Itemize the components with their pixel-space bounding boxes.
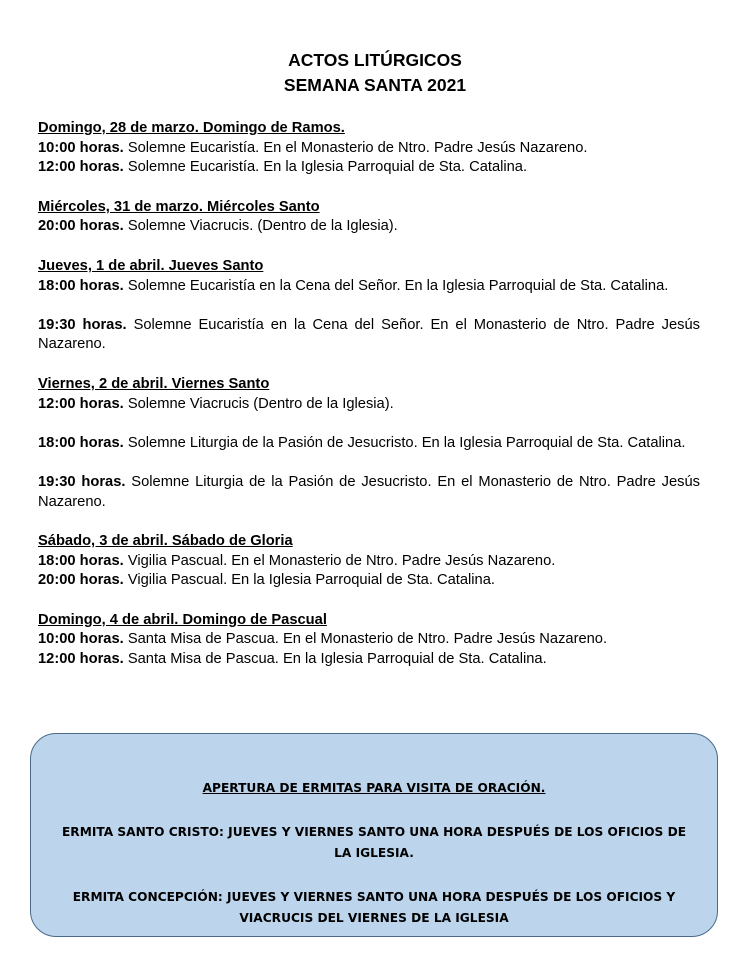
entry-text: Solemne Eucaristía. En el Monasterio de Ntro. Padre Jesús Nazareno. — [127, 139, 588, 156]
entry-text: Vigilia Pascual. En la Iglesia Parroquial de Sta. Catalina. — [127, 572, 495, 589]
entry-time: 18:00 horas. — [38, 434, 124, 451]
entry-time: 18:00 horas. — [38, 552, 124, 569]
day-heading: Sábado, 3 de abril. Sábado de Gloria — [38, 533, 293, 550]
document-title — [0, 48, 750, 98]
entry-text: Santa Misa de Pascua. En la Iglesia Parroquial de Sta. Catalina. — [127, 651, 547, 668]
entry-text: Vigilia Pascual. En el Monasterio de Ntro. Padre Jesús Nazareno. — [127, 552, 556, 569]
schedule-entry — [38, 571, 700, 591]
day-sabado-gloria — [38, 532, 700, 591]
ermitas-notice-box — [30, 733, 718, 937]
schedule-entry — [38, 158, 700, 178]
title-line-1: ACTOS LITÚRGICOS — [288, 50, 462, 70]
day-domingo-ramos — [38, 119, 700, 178]
schedule-entry — [38, 552, 700, 572]
schedule-entry — [38, 217, 700, 237]
entry-text: Solemne Viacrucis (Dentro de la Iglesia). — [127, 395, 394, 412]
entry-time: 19:30 horas. — [38, 473, 126, 490]
day-domingo-pascual — [38, 611, 700, 670]
ermita-santo-cristo-text: ERMITA SANTO CRISTO: JUEVES Y VIERNES SANTO UNA HORA DESPUÉS DE LOS OFICIOS DE LA IGLESIA. — [61, 825, 687, 860]
day-heading: Domingo, 4 de abril. Domingo de Pascual — [38, 611, 327, 628]
schedule-entry — [38, 473, 700, 512]
day-heading: Domingo, 28 de marzo. Domingo de Ramos. — [38, 120, 345, 136]
title-line-2: SEMANA SANTA 2021 — [283, 75, 467, 95]
schedule-entry — [38, 316, 700, 355]
schedule — [38, 119, 700, 690]
day-jueves-santo — [38, 257, 700, 355]
ermitas-title: APERTURA DE ERMITAS PARA VISITA DE ORACIÓN. — [202, 781, 546, 795]
day-heading: Jueves, 1 de abril. Jueves Santo — [38, 257, 264, 274]
entry-text: Solemne Eucaristía. En la Iglesia Parroquial de Sta. Catalina. — [127, 159, 528, 176]
entry-text: Solemne Eucaristía en la Cena del Señor. En la Iglesia Parroquial de Sta. Catalina. — [127, 277, 669, 294]
entry-time: 18:00 horas. — [38, 277, 124, 294]
entry-time: 20:00 horas. — [38, 218, 124, 235]
entry-text: Santa Misa de Pascua. En el Monasterio de Ntro. Padre Jesús Nazareno. — [127, 631, 608, 648]
entry-time: 12:00 horas. — [38, 651, 124, 668]
entry-time: 12:00 horas. — [38, 395, 124, 412]
entry-time: 10:00 horas. — [38, 139, 124, 156]
entry-time: 10:00 horas. — [38, 631, 124, 648]
schedule-entry — [38, 650, 700, 670]
entry-time: 19:30 horas. — [38, 316, 127, 333]
schedule-entry — [38, 139, 700, 159]
entry-time: 12:00 horas. — [38, 159, 124, 176]
schedule-entry — [38, 395, 700, 415]
schedule-entry — [38, 630, 700, 650]
entry-text: Solemne Eucaristía en la Cena del Señor. En el Monasterio de Ntro. Padre Jesús Nazareno. — [38, 316, 700, 353]
entry-text: Solemne Liturgia de la Pasión de Jesucristo. En el Monasterio de Ntro. Padre Jesús Nazareno. — [38, 473, 700, 510]
day-heading: Miércoles, 31 de marzo. Miércoles Santo — [38, 198, 320, 215]
entry-text: Solemne Viacrucis. (Dentro de la Iglesia). — [127, 218, 398, 235]
day-heading: Viernes, 2 de abril. Viernes Santo — [38, 375, 270, 392]
entry-text: Solemne Liturgia de la Pasión de Jesucristo. En la Iglesia Parroquial de Sta. Catalina. — [127, 434, 686, 451]
day-miercoles-santo — [38, 198, 700, 237]
day-viernes-santo — [38, 375, 700, 512]
ermita-concepcion-text: ERMITA CONCEPCIÓN: JUEVES Y VIERNES SANTO UNA HORA DESPUÉS DE LOS OFICIOS Y VIACRUCIS DEL VIERNES DE LA IGLESIA — [72, 890, 676, 925]
schedule-entry — [38, 277, 700, 297]
entry-time: 20:00 horas. — [38, 572, 124, 589]
schedule-entry — [38, 434, 700, 454]
